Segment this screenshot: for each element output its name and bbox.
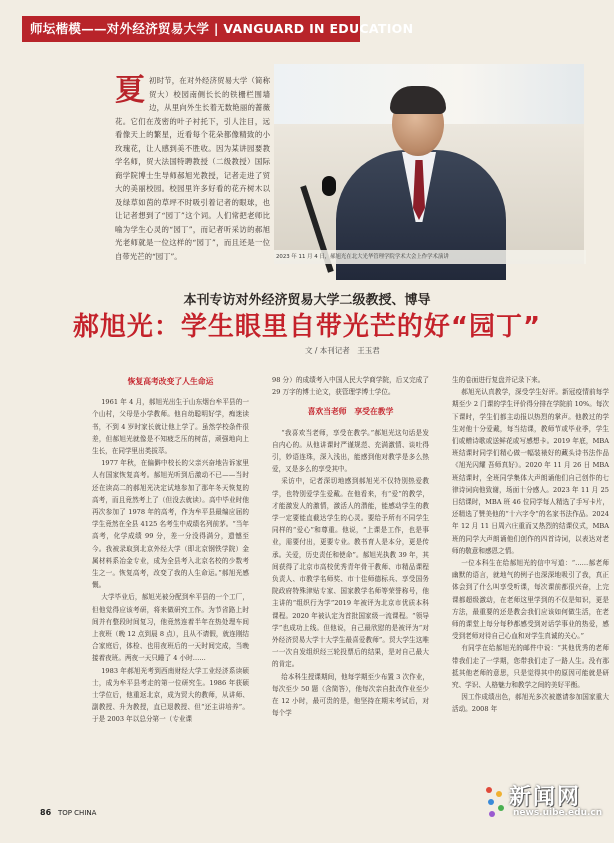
paragraph: 郝旭光认真教学，深受学生好评。新冠疫情前每学期至少 2 门课的学生评价得分排在学院前 10%。每次下课时，学生们都主动报以热烈的掌声。他教过的学生对他十分爱戴，每当结课，教师节或毕业季，学生们或赠诗歌或送鲜花或写感想卡。2019 年底，MBA 班结课时同学们精心做一幅装裱好的藏头诗书法作品《旭光闪耀 吾师真好》。2020 年 11 月 26 日 MBA 班结课时，全班同学集体大声朗诵他们自己创作的七律诗词向他致谢，场面十分感人。2023 年 11 月 25 日结课时，MBA 班 46 位同学每人精选了手写卡片，还精选了赞美他的“十六字令”的名家书法作品。2024 年 12 月 11 日周六庄重而又热烈的结课仪式，MBA 班的同学大声朗诵他们创作的四首诗词，以表达对老师的敬意和感恩之情。 [452,388,610,555]
paragraph: 1983 年郝旭光考到西南财经大学工业经济系读硕士，成为牟平县考走的第一位研究生。1986 年获硕士学位后，他重返北京，成为贸大的教师，从讲师、副教授、升为教授，直已退教授、但“还主讲培养”。于是 2003 年以总分第一（专业课 [92,666,249,724]
magazine-brand: TOP CHINA [57,809,97,817]
text-column-1 [92,374,249,814]
intro-text: 初时节，在对外经济贸易大学（简称贸大）校园南侧长长的铁栅栏围墙边，从里向外生长着无数艳丽的蔷薇花。它们在茂密的叶子衬托下，引人注目，远看像天上的繁星，近看每个花朵都像精致的小玫瑰花，让人感到美不胜收。因为某讲园要教学名师，贸大法国特聘教授（二级教授）国际商学院博士生导师郝旭光教授，记者走进了贸大的美丽校园。校园里许多好看的花卉树木以及绿草如茵的草坪不时吸引着记者的眼球，也让记者想到了“园丁”这个词。人们常把老师比喻为学生心灵的“园丁”，而记者听采访的郝旭光老师就是一位这样的“园丁”，而且还是一位自带光芒的“园丁”。 [115,76,270,261]
paragraph: 大学毕业后，郝旭光被分配到牟平县的一个工厂，但他觉得应该考研，将来做研究工作。为节省路上时间并有整段时间复习，他竟然连着半年在热处理车间上夜班（晚 12 点到晨 8 点），且从不请假，就连刚结合家庭后，体检、也用夜班后的一天时间完成，当晚接着夜班。两夜一天只睡了 4 小时…… [92,593,249,663]
section-heading-2: 喜欢当老师 享受在教学 [307,407,394,417]
portrait-photo [274,64,584,264]
paragraph: 1961 年 4 月，郝旭光出生于山东烟台牟平县的一个山村，父母是小学教师。他自幼聪明好学，痴迷读书，不到 4 岁时家长就让他上学了。虽然学校条件很差，但郝旭光就像是不知疲乏压的树苗，顽强地向上生长，在同学里出类拔萃。 [92,398,249,456]
watermark-title: 新闻网 [509,785,582,810]
article-subtitle: 本刊专访对外经济贸易大学二级教授、博导 [183,293,431,308]
intro-paragraph [115,74,270,263]
byline: 文 / 本刊记者 王玉君 [305,346,380,355]
photo-hair [390,86,446,114]
page-number: 86 [40,808,52,817]
paragraph: 一位本科生在给郝旭光的信中写道：“……郝老师幽默的语言，就地气的例子也深深地吸引了我，真正体会到了什么叫享受听课，每次课前都很兴奋，上完课都超级激动，在老师这里学到的不仅是知识，更是方法，最重要的还是教会我们应该如何做生活，在老师的课堂上每分每秒都感受到对话学事业的热爱，感受到老师对待自己心血和对学生真诚的关心。” [452,559,609,641]
article-headline: 郝旭光：学生眼里自带光芒的好“园丁” [72,312,542,342]
watermark-logo-icon [483,784,507,820]
paragraph: 采访中，记者深切地感到郝旭光不仅特别热爱教学，也特别爱学生爱戴。在他看来，有“爱”的教学，才能激发人的激情，激活人的潜能，能感动学生的教学一定要能直截达学生的心灵。要给予所有不同学生同样的“爱心”和尊重。他说，“上课是工作，也是事业，需要付出，更要专业。教书育人是本分，更是传承。关爱，历史责任和使命”。郝旭光执教 39 年，其间获得了北京市高校优秀青年骨干教师、市精品课程负责人、市教学名师奖、市十佳师德标兵、享受国务院政府特殊津贴专家、国家教学名师等荣誉称号，他主讲的“组织行为学”2019 年被评为北京市优质本科课程。2020 年被认定为首批国家级一流课程。“领导学”也成功上线。但他说，自己最欣慰的是被评为“对外经济贸易大学十大学生最喜爱教师”。贸大学生这唯一一次自发组织经三轮投票后的结果，是对自己最大的肯定。 [272,477,429,669]
text-column-2 [272,374,429,814]
microphone-icon [322,176,336,196]
paragraph: 因工作成绩出色，郝旭光多次被邀请参加国家重大活动。2008 年 [452,693,609,714]
watermark-url: news.uibe.edu.cn [513,808,603,818]
paragraph: 有同学在给郝旭光的邮件中说：“其他优秀的老师带我们走了一学期，您带我们走了一路人生。没有那抵其他老师的意思，只是觉得其中的原因可能就是研究、学识、人格魅力和教学之间的美好平衡。 [452,644,609,690]
paragraph: “我喜欢当老师，享受在教学。”郝旭光这句话是发自内心的。从他讲课时严谨规范、充满激情、谈吐得引，妙语连珠，深入浅出，能感到他对教学是多么热爱，又是多么的享受其中。 [272,428,429,474]
page-footer [40,808,96,817]
paragraph: 1977 年秋，在偏僻中校长的父亲兴奋地告诉家里人有国家恢复高考。郝旭光听到后激动不已——当时还在读高二的郝旭光决定试地参加了那年冬天恢复的高考，而且竟然考上了（但没去就读）。高中毕业时他再次参加了 1978 年的高考，作为牟平县最编应届的学生竟然在全县 4125 名考生中成绩名列前茅。“当年高考，化学成绩 99 分，差一分没得满分，遗憾至今。我被录取到北京外经大学（即北京钢铁学院）金属材料系冶金专业，成为全县考入北京名校的少数考生之一。恢复高考，改变了我的人生命运。”郝旭光感慨。 [92,459,249,590]
drop-cap: 夏 [115,73,145,108]
paragraph-continued: 98 分）的成绩考入中国人民大学商学院，后又完成了 29 万字的博士论文，获管理学博士学位。 [272,376,429,397]
paragraph-continued: 生的卷面进行复盘并记录下来。 [452,376,545,384]
photo-caption: 2023 年 11 月 4 日，郝旭光在北大光华管理学院学术大会上作学术演讲 [274,250,586,264]
column-banner: 师坛楷模——对外经济贸易大学 | VANGUARD IN EDUCATION [22,16,360,42]
paragraph: 给本科生授课期间，他每学期至少布置 3 次作业，每次至少 50 题（含简答），他每次亲自批改作业至少在 12 小时，最可贵的是，他坚持在期末考试后，对每个学 [272,672,429,718]
news-watermark [483,780,603,824]
section-heading-1: 恢复高考改变了人生命运 [127,377,214,386]
text-column-3 [452,374,609,772]
